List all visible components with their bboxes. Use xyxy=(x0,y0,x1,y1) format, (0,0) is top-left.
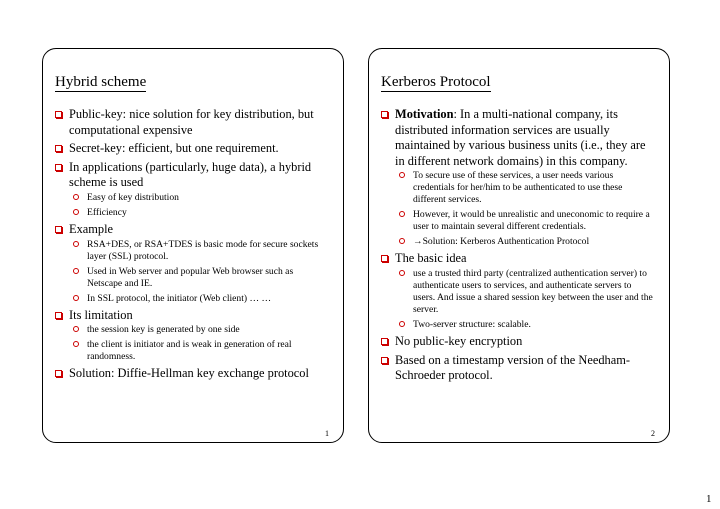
sub-bullet: To secure use of these services, a user needs various credentials for her/him to be authenticated to use these different services. xyxy=(381,170,655,206)
slide-title: Kerberos Protocol xyxy=(381,74,491,90)
bullet: Based on a timestamp version of the Needham-Schroeder protocol. xyxy=(381,353,655,384)
sub-bullet: →Solution: Kerberos Authentication Protocol xyxy=(381,236,655,248)
circle-bullet-icon xyxy=(399,321,405,327)
circle-bullet-icon xyxy=(73,194,79,200)
circle-bullet-icon xyxy=(399,238,405,244)
sub-bullet: Used in Web server and popular Web browser such as Netscape and IE. xyxy=(55,266,329,290)
square-bullet-icon xyxy=(55,226,62,233)
square-bullet-icon xyxy=(55,164,62,171)
circle-bullet-icon xyxy=(73,268,79,274)
slide-1 xyxy=(42,48,344,443)
bullet: Motivation: In a multi-national company, its distributed information services are usually maintained by various business units (i.e., they are in different network domains) in this company. xyxy=(381,107,655,169)
circle-bullet-icon xyxy=(399,270,405,276)
sub-bullet: RSA+DES, or RSA+TDES is basic mode for secure sockets layer (SSL) protocol. xyxy=(55,239,329,263)
slide-content xyxy=(381,107,655,384)
square-bullet-icon xyxy=(55,370,62,377)
sub-bullet: use a trusted third party (centralized authentication server) to authenticate users to services, and authenticate servers to users. And issue a shared session key between the user and the server. xyxy=(381,268,655,316)
slide-content xyxy=(55,107,329,382)
square-bullet-icon xyxy=(55,312,62,319)
square-bullet-icon xyxy=(55,111,62,118)
circle-bullet-icon xyxy=(399,172,405,178)
bullet: In applications (particularly, huge data), a hybrid scheme is used xyxy=(55,160,329,191)
sub-bullet: Efficiency xyxy=(55,207,329,219)
sub-bullet: the session key is generated by one side xyxy=(55,324,329,336)
circle-bullet-icon xyxy=(73,241,79,247)
slide-title: Hybrid scheme xyxy=(55,74,147,90)
bullet: Example xyxy=(55,222,329,238)
square-bullet-icon xyxy=(55,145,62,152)
bullet: The basic idea xyxy=(381,251,655,267)
slide-2 xyxy=(368,48,670,443)
square-bullet-icon xyxy=(381,111,388,118)
page-number: 1 xyxy=(706,493,712,505)
sub-bullet: In SSL protocol, the initiator (Web client) … … xyxy=(55,293,329,305)
square-bullet-icon xyxy=(381,338,388,345)
bullet: Secret-key: efficient, but one requirement. xyxy=(55,141,329,157)
sub-bullet: Two-server structure: scalable. xyxy=(381,319,655,331)
circle-bullet-icon xyxy=(73,295,79,301)
square-bullet-icon xyxy=(381,357,388,364)
bullet: Public-key: nice solution for key distribution, but computational expensive xyxy=(55,107,329,138)
slide-number: 2 xyxy=(651,429,655,438)
bullet: No public-key encryption xyxy=(381,334,655,350)
circle-bullet-icon xyxy=(399,211,405,217)
sub-bullet: However, it would be unrealistic and uneconomic to require a user to maintain several different credentials. xyxy=(381,209,655,233)
circle-bullet-icon xyxy=(73,326,79,332)
circle-bullet-icon xyxy=(73,341,79,347)
square-bullet-icon xyxy=(381,255,388,262)
slide-number: 1 xyxy=(325,429,329,438)
sub-bullet: the client is initiator and is weak in generation of real randomness. xyxy=(55,339,329,363)
circle-bullet-icon xyxy=(73,209,79,215)
sub-bullet: Easy of key distribution xyxy=(55,192,329,204)
bullet: Solution: Diffie-Hellman key exchange protocol xyxy=(55,366,329,382)
bullet: Its limitation xyxy=(55,308,329,324)
